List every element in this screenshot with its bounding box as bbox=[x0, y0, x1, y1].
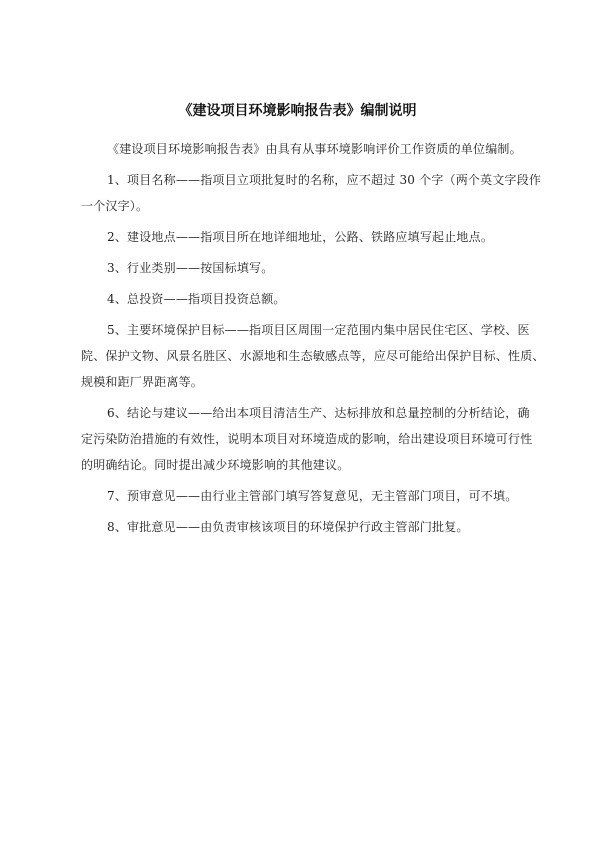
item-1-line-2: 一个汉字）。 bbox=[81, 199, 149, 213]
item-5-line-2: 院、保护文物、风景名胜区、水源地和生态敏感点等，应尽可能给出保护目标、性质、 bbox=[81, 349, 545, 363]
item-5-line-1: 5、主要环境保护目标——指项目区周围一定范围内集中居民住宅区、学校、医 bbox=[107, 323, 530, 337]
item-1-line-1: 1、项目名称——指项目立项批复时的名称，应不超过 30 个字（两个英文字段作 bbox=[107, 173, 542, 187]
item-4-paragraph bbox=[83, 286, 523, 312]
item-6-paragraph bbox=[81, 400, 533, 478]
document-title: 《建设项目环境影响报告表》编制说明 bbox=[178, 103, 417, 119]
item-5-paragraph bbox=[81, 317, 545, 395]
item-1-paragraph bbox=[81, 167, 542, 219]
item-3-line-1: 3、行业类别——按国标填写。 bbox=[107, 261, 274, 275]
item-8-line-1: 8、审批意见——由负责审核该项目的环境保护行政主管部门批复。 bbox=[107, 520, 469, 534]
item-6-line-1: 6、结论与建议——给出本项目清洁生产、达标排放和总量控制的分析结论，确 bbox=[107, 406, 530, 420]
item-2-line-1: 2、建设地点——指项目所在地详细地址，公路、铁路应填写起止地点。 bbox=[107, 230, 494, 244]
item-8-paragraph bbox=[83, 514, 523, 540]
item-4-line-1: 4、总投资——指项目投资总额。 bbox=[107, 292, 286, 306]
item-6-line-3: 的明确结论。同时提出减少环境影响的其他建议。 bbox=[81, 458, 350, 472]
item-6-line-2: 定污染防治措施的有效性，说明本项目对环境造成的影响，给出建设项目环境可行性 bbox=[81, 432, 533, 446]
intro-paragraph bbox=[83, 136, 523, 162]
item-2-paragraph bbox=[83, 224, 523, 250]
item-5-line-3: 规模和距厂界距离等。 bbox=[81, 375, 204, 389]
item-3-paragraph bbox=[83, 255, 523, 281]
intro-line: 《建设项目环境影响报告表》由具有从事环境影响评价工作资质的单位编制。 bbox=[107, 142, 522, 156]
item-7-line-1: 7、预审意见——由行业主管部门填写答复意见，无主管部门项目，可不填。 bbox=[107, 489, 518, 503]
document-body bbox=[81, 136, 545, 545]
item-7-paragraph bbox=[83, 483, 523, 509]
